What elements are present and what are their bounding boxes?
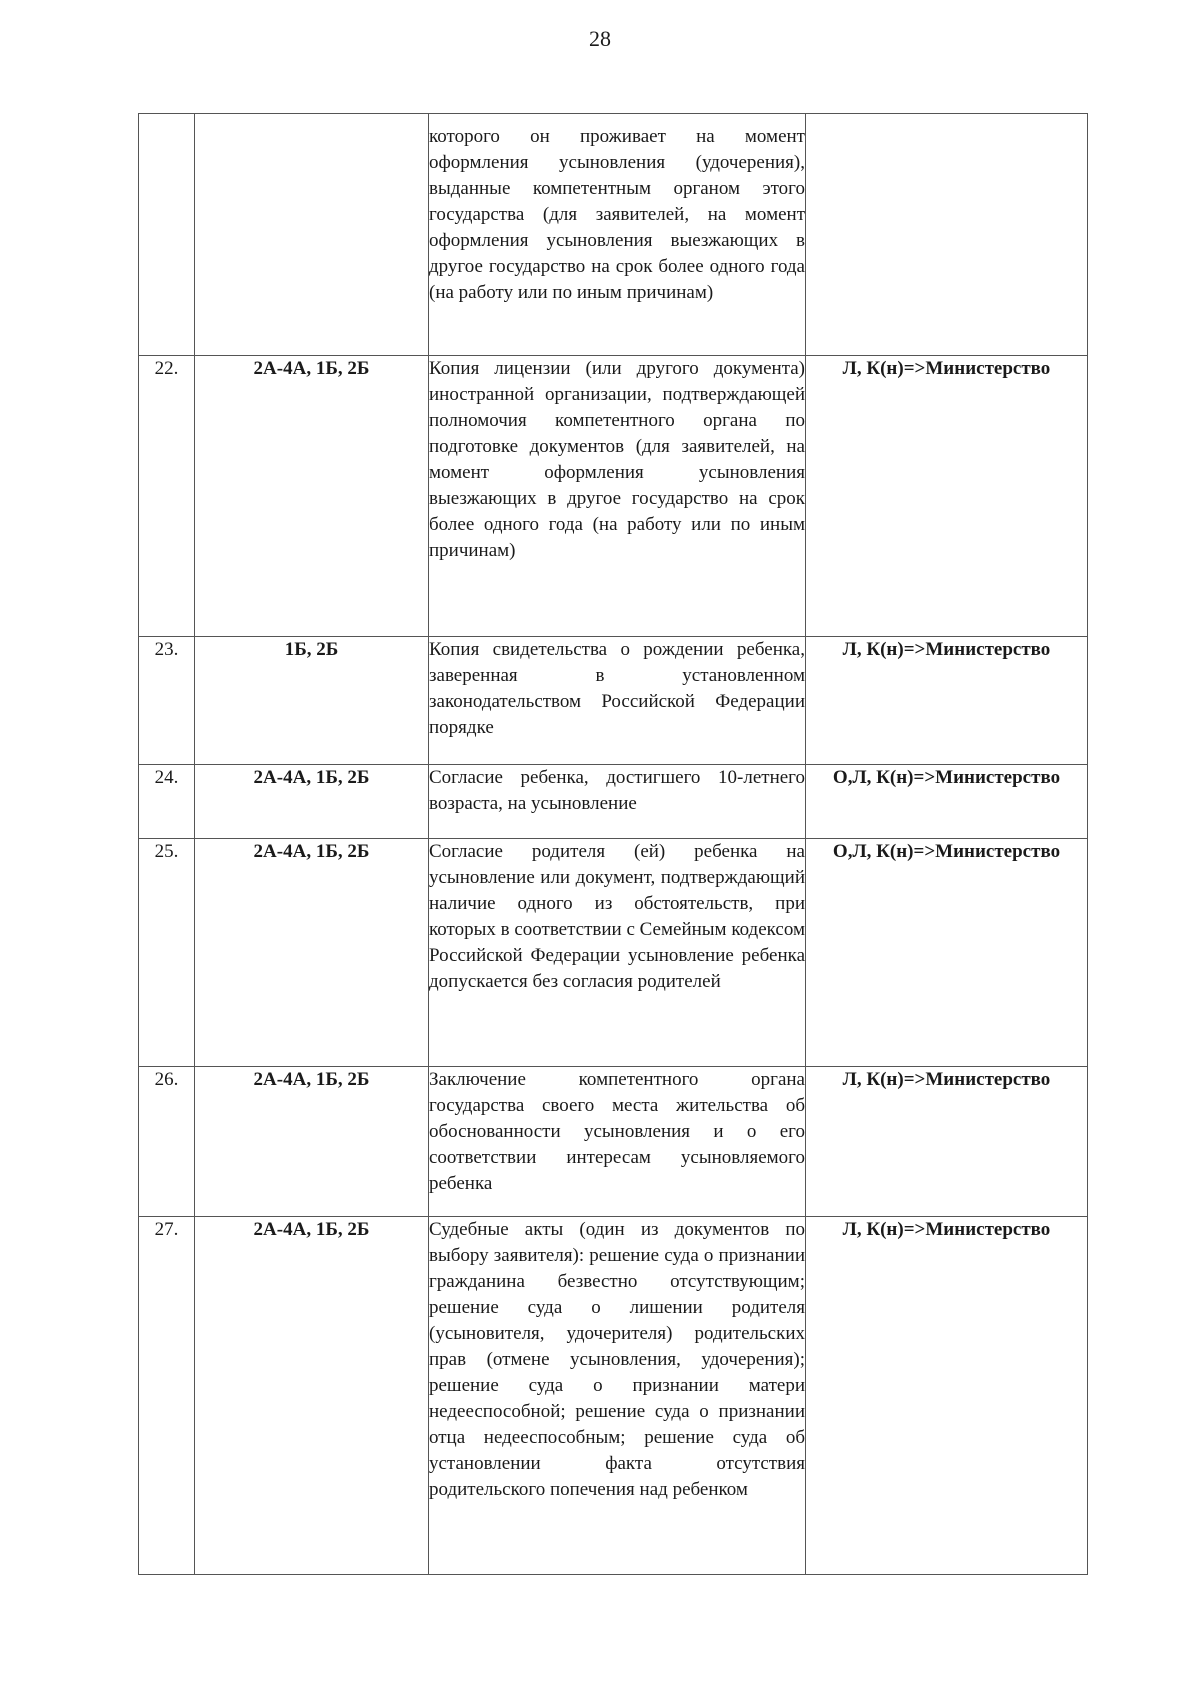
row-number: 25.	[139, 839, 195, 1067]
row-description: Заключение компетентного органа государства своего места жительства об обоснованности усыновления и о его соответствии интересам усыновляемого ребенка	[429, 1067, 806, 1217]
row-description: Судебные акты (один из документов по выбору заявителя): решение суда о признании гражданина безвестно отсутствующим; решение суда о лишении родителя (усыновителя, удочерителя) родительских прав (отмене усыновления, удочерения); решение суда о признании матери недееспособной; решение суда о признании отца недееспособным; решение суда об установлении факта отсутствия родительского попечения над ребенком	[429, 1217, 806, 1575]
row-number: 24.	[139, 765, 195, 839]
table-row	[139, 1217, 1088, 1575]
row-description: Согласие ребенка, достигшего 10-летнего возраста, на усыновление	[429, 765, 806, 839]
row-description: Копия лицензии (или другого документа) иностранной организации, подтверждающей полномочия компетентного органа по подготовке документов (для заявителей, на момент оформления усыновления выезжающих в другое государство на срок более одного года (на работу или по иным причинам)	[429, 356, 806, 637]
row-description: Копия свидетельства о рождении ребенка, заверенная в установленном законодательством Российской Федерации порядке	[429, 637, 806, 765]
row-route: О,Л, К(н)=>Министерство	[806, 765, 1088, 839]
page-number: 28	[589, 26, 611, 51]
row-route	[806, 114, 1088, 356]
row-route: О,Л, К(н)=>Министерство	[806, 839, 1088, 1067]
row-number: 27.	[139, 1217, 195, 1575]
row-codes: 2А-4А, 1Б, 2Б	[195, 356, 429, 637]
documents-table	[138, 113, 1088, 1575]
row-codes: 1Б, 2Б	[195, 637, 429, 765]
row-number: 26.	[139, 1067, 195, 1217]
row-number: 22.	[139, 356, 195, 637]
row-codes: 2А-4А, 1Б, 2Б	[195, 839, 429, 1067]
row-codes: 2А-4А, 1Б, 2Б	[195, 1217, 429, 1575]
table-row	[139, 114, 1088, 356]
table-row	[139, 765, 1088, 839]
table-row	[139, 839, 1088, 1067]
row-description: которого он проживает на момент оформления усыновления (удочерения), выданные компетентным органом этого государства (для заявителей, на момент оформления усыновления выезжающих в другое государство на срок более одного года (на работу или по иным причинам)	[429, 114, 806, 356]
row-codes: 2А-4А, 1Б, 2Б	[195, 1067, 429, 1217]
row-route: Л, К(н)=>Министерство	[806, 637, 1088, 765]
row-route: Л, К(н)=>Министерство	[806, 1067, 1088, 1217]
row-route: Л, К(н)=>Министерство	[806, 1217, 1088, 1575]
row-description: Согласие родителя (ей) ребенка на усыновление или документ, подтверждающий наличие одного из обстоятельств, при которых в соответствии с Семейным кодексом Российской Федерации усыновление ребенка допускается без согласия родителей	[429, 839, 806, 1067]
row-codes: 2А-4А, 1Б, 2Б	[195, 765, 429, 839]
row-number	[139, 114, 195, 356]
table-row	[139, 1067, 1088, 1217]
table-row	[139, 637, 1088, 765]
table-row	[139, 356, 1088, 637]
row-route: Л, К(н)=>Министерство	[806, 356, 1088, 637]
row-codes	[195, 114, 429, 356]
row-number: 23.	[139, 637, 195, 765]
